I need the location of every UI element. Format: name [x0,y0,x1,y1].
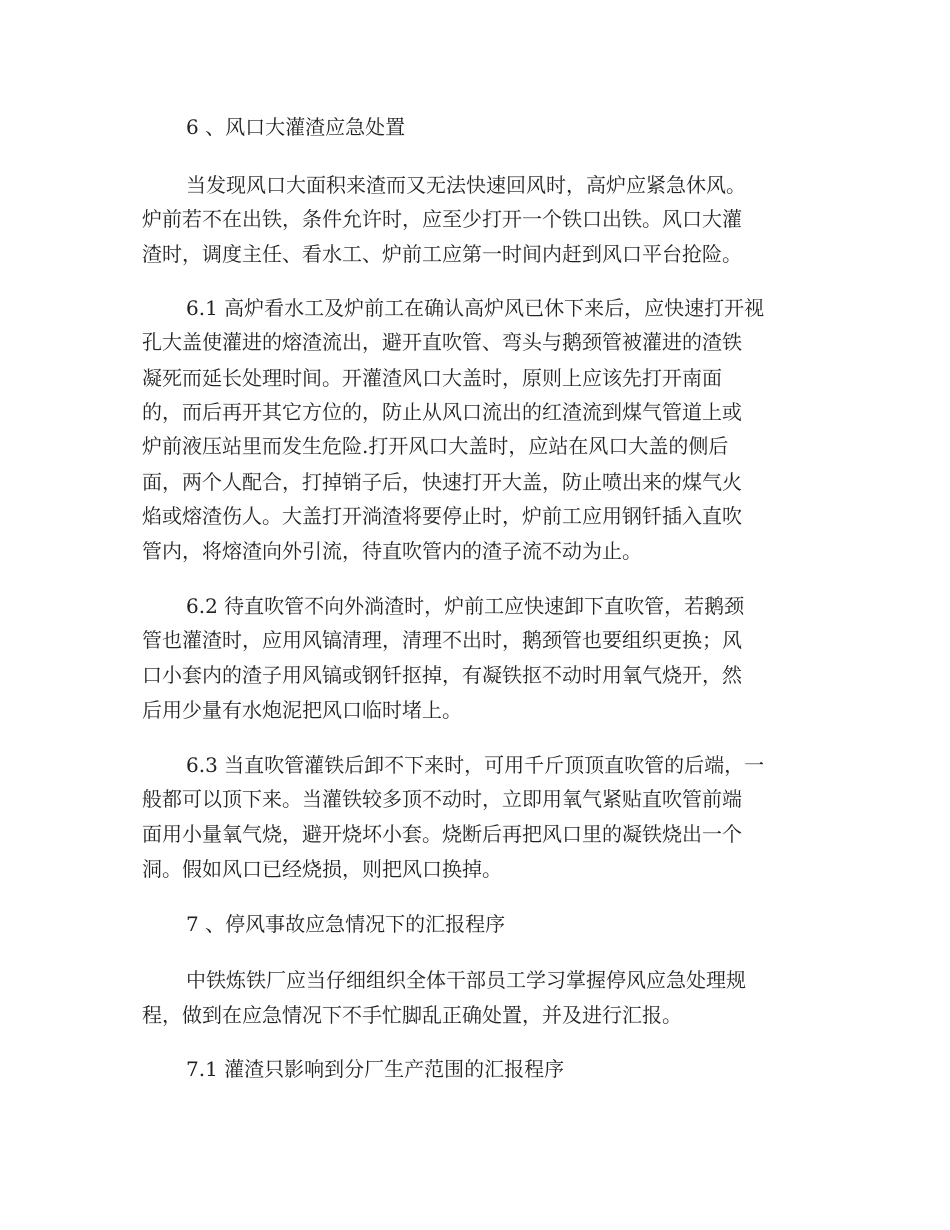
paragraph-line: 孔大盖使灌进的熔渣流出，避开直吹管、弯头与鹅颈管被灌进的渣铁 [142,330,742,354]
paragraph-line: 6.3 当直吹管灌铁后卸不下来时，可用千斤顶顶直吹管的后端，一 [186,753,765,777]
paragraph-line: 的，而后再开其它方位的，防止从风口流出的红渣流到煤气管道上或 [142,400,742,424]
paragraph-line: 中铁炼铁厂应当仔细组织全体干部员工学习掌握停风应急处理规 [186,968,746,992]
paragraph-line: 6.1 高炉看水工及炉前工在确认高炉风已休下来后，应快速打开视 [186,296,765,320]
section-heading-6: 6 、风口大灌渣应急处置 [186,115,406,139]
section-heading-7: 7 、停风事故应急情况下的汇报程序 [186,912,506,936]
section-heading-7-1: 7.1 灌渣只影响到分厂生产范围的汇报程序 [186,1057,565,1081]
paragraph-line: 焰或熔渣伤人。大盖打开淌渣将要停止时，炉前工应用钢钎插入直吹 [142,504,742,528]
paragraph-line: 洞。假如风口已经烧损，则把风口换掉。 [142,857,502,881]
paragraph-line: 当发现风口大面积来渣而又无法快速回风时，高炉应紧急休风。 [186,173,746,197]
paragraph-line: 渣时，调度主任、看水工、炉前工应第一时间内赶到风口平台抢险。 [142,242,742,266]
paragraph-line: 管内，将熔渣向外引流，待直吹管内的渣子流不动为止。 [142,539,642,563]
paragraph-line: 凝死而延长处理时间。开灌渣风口大盖时，原则上应该先打开南面 [142,366,722,390]
paragraph-line: 面用小量氧气烧，避开烧坏小套。烧断后再把风口里的凝铁烧出一个 [142,822,742,846]
paragraph-line: 口小套内的渣子用风镐或钢钎抠掉，有凝铁抠不动时用氧气烧开，然 [142,663,742,687]
paragraph-line: 面，两个人配合，打掉销子后，快速打开大盖，防止喷出来的煤气火 [142,470,742,494]
paragraph-line: 程，做到在应急情况下不手忙脚乱正确处置，并及进行汇报。 [142,1003,682,1027]
paragraph-line: 炉前液压站里而发生危险.打开风口大盖时，应站在风口大盖的侧后 [142,434,729,458]
paragraph-line: 后用少量有水炮泥把风口临时堵上。 [142,698,462,722]
paragraph-line: 般都可以顶下来。当灌铁较多顶不动时，立即用氧气紧贴直吹管前端 [142,787,742,811]
paragraph-line: 炉前若不在出铁，条件允许时，应至少打开一个铁口出铁。风口大灌 [142,207,742,231]
paragraph-line: 管也灌渣时，应用风镐清理，清理不出时，鹅颈管也要组织更换；风 [142,628,742,652]
paragraph-line: 6.2 待直吹管不向外淌渣时，炉前工应快速卸下直吹管，若鹅颈 [186,594,745,618]
